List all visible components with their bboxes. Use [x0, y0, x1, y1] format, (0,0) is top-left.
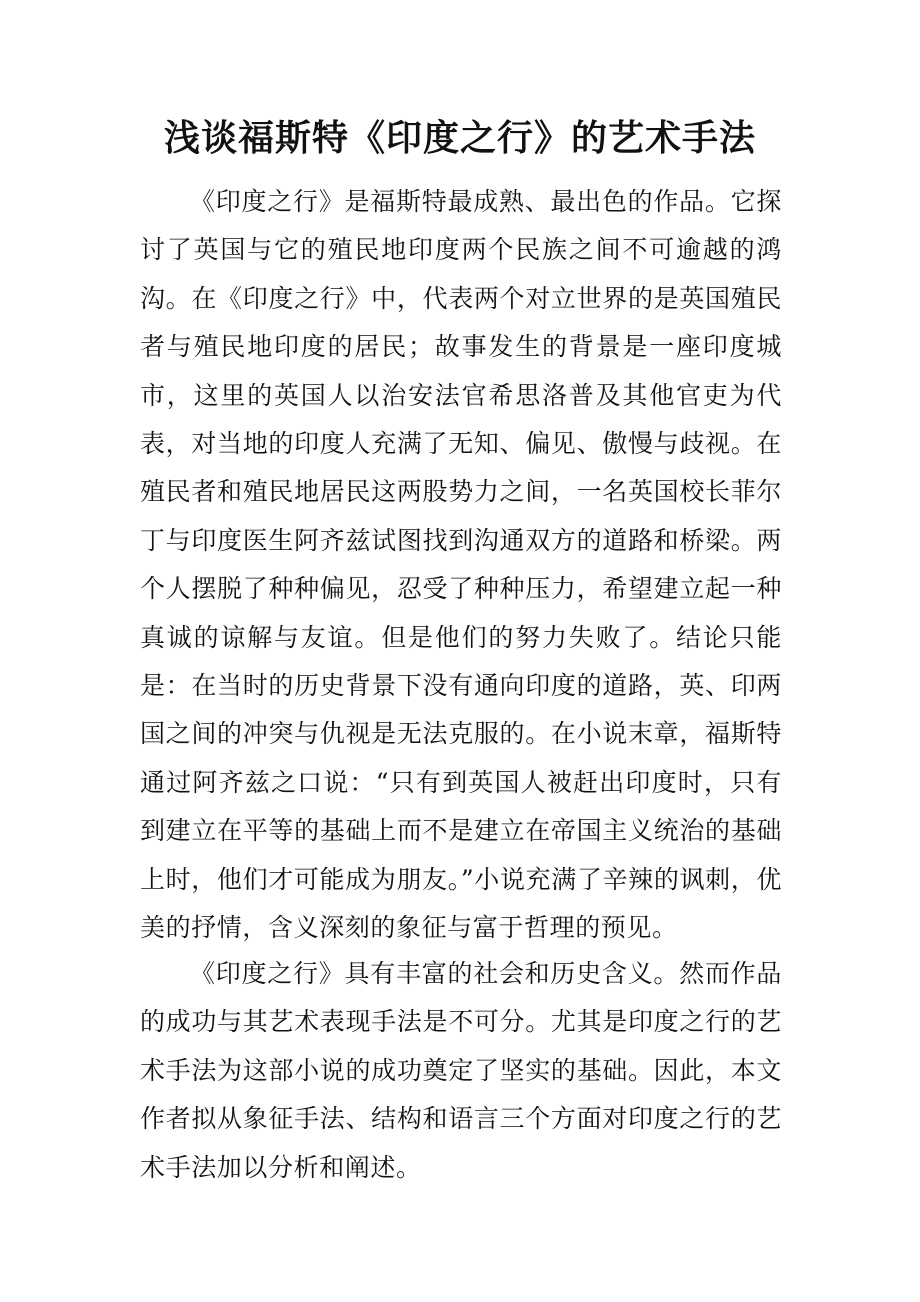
paragraph-1: 《印度之行》是福斯特最成熟、最出色的作品。它探讨了英国与它的殖民地印度两个民族之间不可逾越的鸿沟。在《印度之行》中，代表两个对立世界的是英国殖民者与殖民地印度的居民；故事发生的背景是一座印度城市，这里的英国人以治安法官希思洛普及其他官吏为代表，对当地的印度人充满了无知、偏见、傲慢与歧视。在殖民者和殖民地居民这两股势力之间，一名英国校长菲尔丁与印度医生阿齐兹试图找到沟通双方的道路和桥梁。两个人摆脱了种种偏见，忍受了种种压力，希望建立起一种真诚的谅解与友谊。但是他们的努力失败了。结论只能是：在当时的历史背景下没有通向印度的道路，英、印两国之间的冲突与仇视是无法克服的。在小说末章，福斯特通过阿齐兹之口说：“只有到英国人被赶出印度时，只有到建立在平等的基础上而不是建立在帝国主义统治的基础上时，他们才可能成为朋友。”小说充满了辛辣的讽刺，优美的抒情，含义深刻的象征与富于哲理的预见。: [140, 187, 782, 943]
paragraph-2: 《印度之行》具有丰富的社会和历史含义。然而作品的成功与其艺术表现手法是不可分。尤其是印度之行的艺术手法为这部小说的成功奠定了坚实的基础。因此，本文作者拟从象征手法、结构和语言三个方面对印度之行的艺术手法加以分析和阐述。: [140, 959, 782, 1182]
document-title: 浅谈福斯特《印度之行》的艺术手法: [163, 117, 756, 159]
